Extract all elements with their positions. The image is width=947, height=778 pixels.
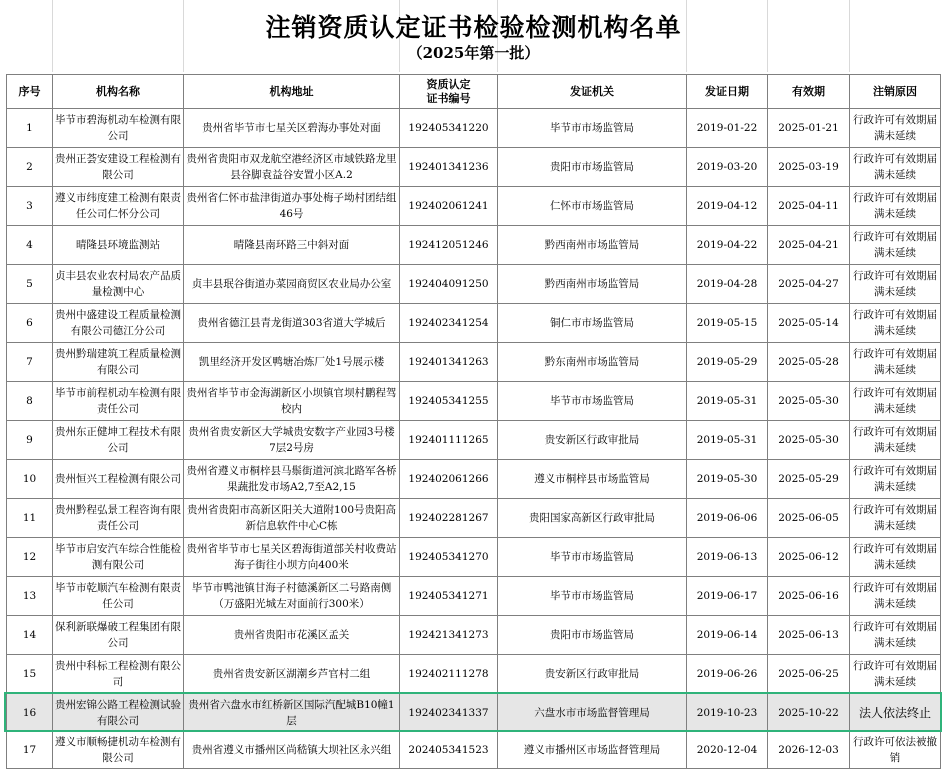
cell-reason[interactable]: 行政许可有效期届满未延续: [850, 616, 941, 655]
cell-issuer[interactable]: 六盘水市市场监督管理局: [498, 694, 687, 732]
cell-valid-until[interactable]: 2025-06-13: [768, 616, 850, 655]
cell-name[interactable]: 贵州中科标工程检测有限公司: [53, 655, 184, 694]
header-name[interactable]: 机构名称: [53, 75, 184, 109]
cell-issuer[interactable]: 遵义市播州区市场监督管理局: [498, 732, 687, 769]
cell-cert[interactable]: 192401111265: [400, 421, 498, 460]
header-issuer[interactable]: 发证机关: [498, 75, 687, 109]
cell-valid-until[interactable]: 2026-12-03: [768, 732, 850, 769]
cell-cert[interactable]: 192405341255: [400, 382, 498, 421]
table-row[interactable]: [7, 109, 941, 148]
header-cert[interactable]: [400, 75, 498, 109]
cell-address[interactable]: 晴隆县南环路三中斜对面: [184, 226, 400, 265]
table-row[interactable]: [7, 499, 941, 538]
cell-name[interactable]: 贵州黔程弘景工程咨询有限责任公司: [53, 499, 184, 538]
cell-address[interactable]: 毕节市鸭池镇甘海子村德溪新区二号路南侧（万盛阳光城左对面前行300米）: [184, 577, 400, 616]
cell-seq[interactable]: 6: [7, 304, 53, 343]
cell-reason[interactable]: 行政许可有效期届满未延续: [850, 382, 941, 421]
cell-name[interactable]: 贵州黔瑞建筑工程质量检测有限公司: [53, 343, 184, 382]
cell-issuer[interactable]: 黔西南州市场监管局: [498, 226, 687, 265]
table-row[interactable]: [7, 460, 941, 499]
cell-issue-date[interactable]: 2019-06-13: [687, 538, 768, 577]
cell-valid-until[interactable]: 2025-06-12: [768, 538, 850, 577]
cell-seq[interactable]: 3: [7, 187, 53, 226]
cell-valid-until[interactable]: 2025-05-30: [768, 382, 850, 421]
cell-issuer[interactable]: 毕节市市场监管局: [498, 577, 687, 616]
header-issue-date[interactable]: 发证日期: [687, 75, 768, 109]
cell-reason[interactable]: 行政许可有效期届满未延续: [850, 187, 941, 226]
cell-reason[interactable]: 行政许可有效期届满未延续: [850, 226, 941, 265]
cell-name[interactable]: 毕节市启安汽车综合性能检测有限公司: [53, 538, 184, 577]
cell-reason[interactable]: 行政许可有效期届满未延续: [850, 655, 941, 694]
cell-cert[interactable]: 192401341263: [400, 343, 498, 382]
cell-reason[interactable]: 行政许可依法被撤销: [850, 732, 941, 769]
cell-valid-until[interactable]: 2025-01-21: [768, 109, 850, 148]
cell-issue-date[interactable]: 2019-05-15: [687, 304, 768, 343]
cell-valid-until[interactable]: 2025-05-29: [768, 460, 850, 499]
cell-address[interactable]: 贵州省毕节市金海湖新区小坝镇官坝村鹏程驾校内: [184, 382, 400, 421]
cell-valid-until[interactable]: 2025-06-05: [768, 499, 850, 538]
cell-valid-until[interactable]: 2025-03-19: [768, 148, 850, 187]
cell-address[interactable]: 贵州省遵义市播州区尚嵇镇大坝社区永兴组: [184, 732, 400, 769]
cell-valid-until[interactable]: 2025-05-28: [768, 343, 850, 382]
cell-seq[interactable]: 13: [7, 577, 53, 616]
header-address[interactable]: 机构地址: [184, 75, 400, 109]
cell-seq[interactable]: 7: [7, 343, 53, 382]
cell-name[interactable]: 晴隆县环境监测站: [53, 226, 184, 265]
cell-reason[interactable]: 行政许可有效期届满未延续: [850, 538, 941, 577]
cell-issuer[interactable]: 贵阳市市场监管局: [498, 148, 687, 187]
cell-issue-date[interactable]: 2020-12-04: [687, 732, 768, 769]
cell-issuer[interactable]: 贵阳市市场监管局: [498, 616, 687, 655]
table-header-row: [7, 75, 941, 109]
cell-cert[interactable]: 192402111278: [400, 655, 498, 694]
cell-issue-date[interactable]: 2019-05-31: [687, 382, 768, 421]
cell-issue-date[interactable]: 2019-06-06: [687, 499, 768, 538]
table-row[interactable]: [7, 421, 941, 460]
table-row[interactable]: [7, 343, 941, 382]
table-row[interactable]: [7, 577, 941, 616]
cell-seq[interactable]: 16: [7, 694, 53, 732]
cell-issue-date[interactable]: 2019-05-31: [687, 421, 768, 460]
cell-address[interactable]: 贵州省贵阳市双龙航空港经济区市域铁路龙里县谷脚袁益谷安置小区A.2: [184, 148, 400, 187]
cell-reason[interactable]: 行政许可有效期届满未延续: [850, 499, 941, 538]
cell-issuer[interactable]: 遵义市桐梓县市场监管局: [498, 460, 687, 499]
cell-reason[interactable]: 行政许可有效期届满未延续: [850, 109, 941, 148]
cell-name[interactable]: 毕节市碧海机动车检测有限公司: [53, 109, 184, 148]
header-reason[interactable]: 注销原因: [850, 75, 941, 109]
cell-issuer[interactable]: 仁怀市市场监管局: [498, 187, 687, 226]
cell-seq[interactable]: 17: [7, 732, 53, 769]
cell-issuer[interactable]: 毕节市市场监管局: [498, 382, 687, 421]
cell-name[interactable]: 毕节市乾顺汽车检测有限责任公司: [53, 577, 184, 616]
cell-reason[interactable]: 行政许可有效期届满未延续: [850, 460, 941, 499]
cell-cert[interactable]: 192405341270: [400, 538, 498, 577]
cell-seq[interactable]: 1: [7, 109, 53, 148]
header-cert-line2: 证书编号: [426, 91, 471, 105]
cell-seq[interactable]: 10: [7, 460, 53, 499]
cell-seq[interactable]: 5: [7, 265, 53, 304]
cell-name[interactable]: 贵州正荟安建设工程检测有限公司: [53, 148, 184, 187]
revocation-table: [6, 74, 941, 769]
cell-reason[interactable]: 行政许可有效期届满未延续: [850, 343, 941, 382]
cell-issue-date[interactable]: 2019-05-29: [687, 343, 768, 382]
header-cert-line1: 资质认定: [426, 77, 471, 91]
table-row[interactable]: [7, 616, 941, 655]
cell-address[interactable]: 贵州省贵阳市高新区阳关大道附100号贵阳高新信息软件中心C栋: [184, 499, 400, 538]
cell-cert[interactable]: 192412051246: [400, 226, 498, 265]
cell-valid-until[interactable]: 2025-04-21: [768, 226, 850, 265]
cell-name[interactable]: 贞丰县农业农村局农产品质量检测中心: [53, 265, 184, 304]
cell-issuer[interactable]: 贵安新区行政审批局: [498, 655, 687, 694]
cell-issue-date[interactable]: 2019-01-22: [687, 109, 768, 148]
header-valid-until[interactable]: 有效期: [768, 75, 850, 109]
cell-issuer[interactable]: 贵安新区行政审批局: [498, 421, 687, 460]
cell-seq[interactable]: 14: [7, 616, 53, 655]
cell-cert[interactable]: 192402341337: [400, 694, 498, 732]
cell-seq[interactable]: 2: [7, 148, 53, 187]
table-row[interactable]: [7, 148, 941, 187]
cell-valid-until[interactable]: 2025-06-25: [768, 655, 850, 694]
cell-valid-until[interactable]: 2025-10-22: [768, 694, 850, 732]
cell-name[interactable]: 贵州恒兴工程检测有限公司: [53, 460, 184, 499]
header-seq[interactable]: 序号: [7, 75, 53, 109]
cell-address[interactable]: 贞丰县珉谷街道办菜园商贸区农业局办公室: [184, 265, 400, 304]
table-row[interactable]: [7, 304, 941, 343]
table-row[interactable]: [7, 265, 941, 304]
cell-address[interactable]: 凯里经济开发区鸭塘冶炼厂处1号展示楼: [184, 343, 400, 382]
cell-reason[interactable]: 法人依法终止: [850, 694, 941, 732]
cell-issue-date[interactable]: 2019-04-12: [687, 187, 768, 226]
cell-seq[interactable]: 12: [7, 538, 53, 577]
cell-name[interactable]: 贵州宏锦公路工程检测试验有限公司: [53, 694, 184, 732]
cell-address[interactable]: 贵州省毕节市七星关区碧海街道部关村收费站海子街往小坝方向400米: [184, 538, 400, 577]
cell-seq[interactable]: 8: [7, 382, 53, 421]
cell-valid-until[interactable]: 2025-05-14: [768, 304, 850, 343]
cell-reason[interactable]: 行政许可有效期届满未延续: [850, 577, 941, 616]
cell-issuer[interactable]: 黔东南州市场监管局: [498, 343, 687, 382]
cell-issue-date[interactable]: 2019-03-20: [687, 148, 768, 187]
table-row[interactable]: [7, 732, 941, 769]
page-subtitle: （2025年第一批）: [407, 44, 540, 62]
cell-issue-date[interactable]: 2019-10-23: [687, 694, 768, 732]
cell-address[interactable]: 贵州省毕节市七星关区碧海办事处对面: [184, 109, 400, 148]
cell-issue-date[interactable]: 2019-06-17: [687, 577, 768, 616]
cell-cert[interactable]: 192421341273: [400, 616, 498, 655]
cell-cert[interactable]: 192402341254: [400, 304, 498, 343]
cell-issuer[interactable]: 贵阳国家高新区行政审批局: [498, 499, 687, 538]
cell-valid-until[interactable]: 2025-05-30: [768, 421, 850, 460]
cell-name[interactable]: 遵义市纬度建工检测有限责任公司仁怀分公司: [53, 187, 184, 226]
cell-seq[interactable]: 4: [7, 226, 53, 265]
cell-seq[interactable]: 9: [7, 421, 53, 460]
table-row[interactable]: [7, 226, 941, 265]
cell-issue-date[interactable]: 2019-04-22: [687, 226, 768, 265]
cell-cert[interactable]: 192405341220: [400, 109, 498, 148]
cell-issue-date[interactable]: 2019-06-14: [687, 616, 768, 655]
cell-issuer[interactable]: 毕节市市场监管局: [498, 109, 687, 148]
cell-cert[interactable]: 192404091250: [400, 265, 498, 304]
cell-name[interactable]: 贵州中盛建设工程质量检测有限公司德江分公司: [53, 304, 184, 343]
cell-issue-date[interactable]: 2019-05-30: [687, 460, 768, 499]
table-row[interactable]: [7, 187, 941, 226]
cell-reason[interactable]: 行政许可有效期届满未延续: [850, 304, 941, 343]
cell-issue-date[interactable]: 2019-06-26: [687, 655, 768, 694]
cell-reason[interactable]: 行政许可有效期届满未延续: [850, 421, 941, 460]
cell-address[interactable]: 贵州省贵安新区湖潮乡芦官村二组: [184, 655, 400, 694]
cell-address[interactable]: 贵州省遵义市桐梓县马鬃街道河滨北路军各桥果蔬批发市场A2,7至A2,15: [184, 460, 400, 499]
cell-address[interactable]: 贵州省贵安新区大学城贵安数字产业园3号楼7层2号房: [184, 421, 400, 460]
cell-cert[interactable]: 192402061266: [400, 460, 498, 499]
table-row[interactable]: [7, 655, 941, 694]
cell-cert[interactable]: 192405341271: [400, 577, 498, 616]
cell-address[interactable]: 贵州省贵阳市花溪区孟关: [184, 616, 400, 655]
cell-cert[interactable]: 192402281267: [400, 499, 498, 538]
cell-seq[interactable]: 11: [7, 499, 53, 538]
cell-cert[interactable]: 192401341236: [400, 148, 498, 187]
table-row[interactable]: [7, 382, 941, 421]
cell-issue-date[interactable]: 2019-04-28: [687, 265, 768, 304]
cell-cert[interactable]: 202405341523: [400, 732, 498, 769]
cell-valid-until[interactable]: 2025-04-11: [768, 187, 850, 226]
page-title: 注销资质认定证书检验检测机构名单: [265, 13, 682, 42]
cell-cert[interactable]: 192402061241: [400, 187, 498, 226]
cell-address[interactable]: 贵州省仁怀市盐津街道办事处梅子坳村团结组46号: [184, 187, 400, 226]
table-row[interactable]: [7, 694, 941, 732]
cell-address[interactable]: 贵州省德江县青龙街道303省道大学城后: [184, 304, 400, 343]
cell-name[interactable]: 遵义市顺畅捷机动车检测有限公司: [53, 732, 184, 769]
cell-reason[interactable]: 行政许可有效期届满未延续: [850, 265, 941, 304]
table-row[interactable]: [7, 538, 941, 577]
cell-name[interactable]: 保利新联爆破工程集团有限公司: [53, 616, 184, 655]
cell-issuer[interactable]: 毕节市市场监管局: [498, 538, 687, 577]
cell-issuer[interactable]: 铜仁市市场监管局: [498, 304, 687, 343]
cell-name[interactable]: 贵州东正健坤工程技术有限公司: [53, 421, 184, 460]
cell-address[interactable]: 贵州省六盘水市红桥新区国际汽配城B10幢1层: [184, 694, 400, 732]
cell-reason[interactable]: 行政许可有效期届满未延续: [850, 148, 941, 187]
cell-name[interactable]: 毕节市前程机动车检测有限责任公司: [53, 382, 184, 421]
cell-valid-until[interactable]: 2025-04-27: [768, 265, 850, 304]
cell-seq[interactable]: 15: [7, 655, 53, 694]
cell-valid-until[interactable]: 2025-06-16: [768, 577, 850, 616]
cell-issuer[interactable]: 黔西南州市场监管局: [498, 265, 687, 304]
